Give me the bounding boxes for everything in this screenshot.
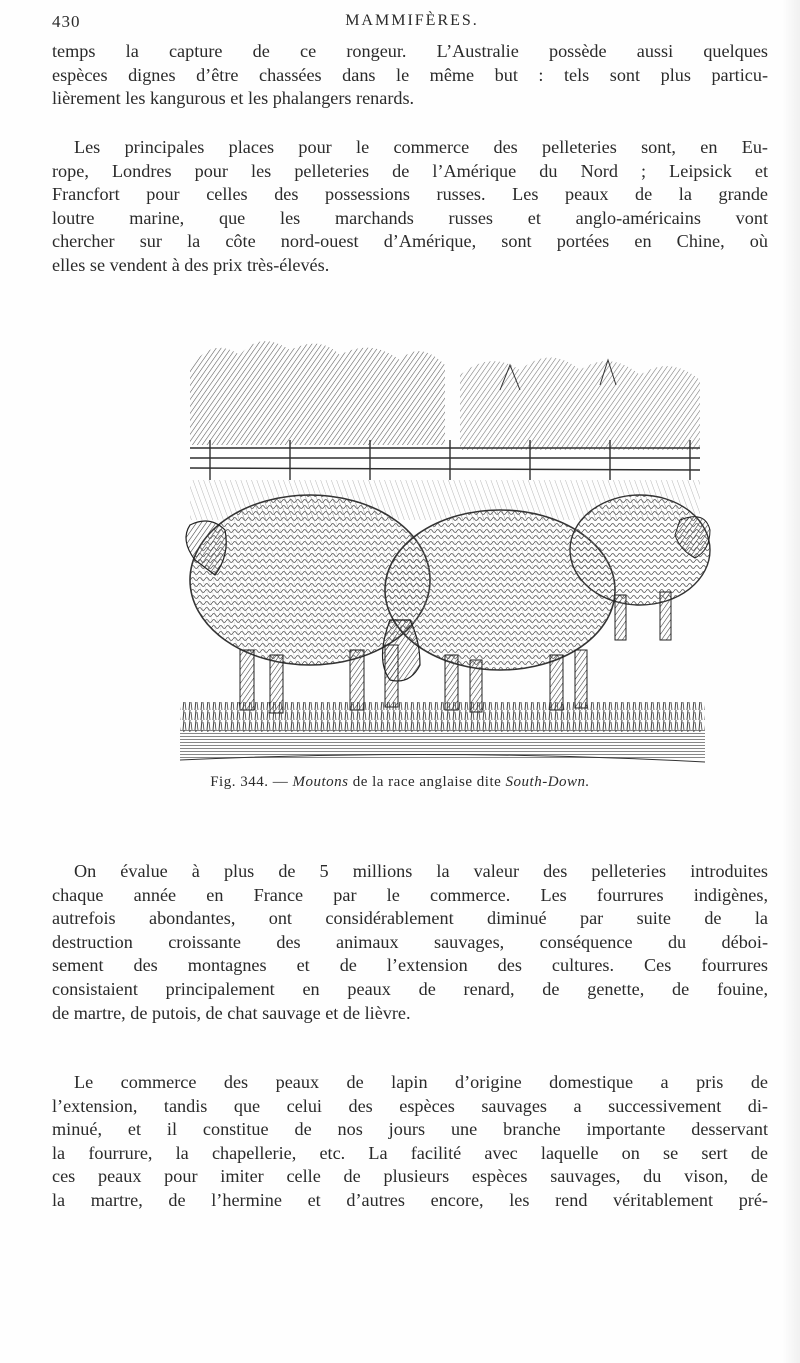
figure-label: Fig. 344. [210,774,269,790]
page-header [52,12,772,42]
text-line: ces peaux pour imiter celle de plusieurs espèces sauvages, du vison, de [52,1166,768,1187]
text-line: minué, et il constitue de nos jours une branche importante desservant [52,1119,768,1140]
page-edge-shadow [782,0,800,1363]
paragraph-4 [52,1071,768,1213]
text-line: la martre, de l’hermine et d’autres encore, les rend véritablement pré- [52,1189,768,1210]
text-line: elles se vendent à des prix très-élevés. [52,254,330,275]
page-number: 430 [52,12,81,31]
running-title: MAMMIFÈRES. [345,12,479,29]
text-line: loutre marine, que les marchands russes et anglo-américains vont [52,207,768,228]
text-line: autrefois abondantes, ont considérablement diminué par suite de la [52,908,768,929]
text-line: de martre, de putois, de chat sauvage et de lièvre. [52,1002,411,1023]
text-line: consistaient principalement en peaux de renard, de genette, de fouine, [52,978,768,999]
text-line: Les principales places pour le commerce des pelleteries sont, en Eu- [74,137,768,157]
text-line: rope, Londres pour les pelleteries de l’Amérique du Nord ; Leipsick et [52,160,768,181]
caption-dash: — [268,774,293,790]
figure-caption [0,774,800,791]
text-line: temps la capture de ce rongeur. L’Australie possède aussi quelques [52,41,768,61]
text-line: destruction croissante des animaux sauvages, conséquence du déboi- [52,931,768,952]
sheep-engraving-illustration [170,330,715,770]
paragraph-3 [52,860,768,1025]
text-line: chercher sur la côte nord-ouest d’Amérique, sont portées en Chine, où [52,231,768,252]
text-line: l’extension, tandis que celui des espèces sauvages a successivement di- [52,1095,768,1116]
text-line: la fourrure, la chapellerie, etc. La facilité avec laquelle on se sert de [52,1142,768,1163]
text-line: On évalue à plus de 5 millions la valeur des pelleteries introduites [74,861,768,881]
text-line: Le commerce des peaux de lapin d’origine domestique a pris de [74,1072,768,1092]
text-line: lièrement les kangurous et les phalangers renards. [52,88,415,109]
paragraph-1 [52,40,768,111]
caption-italic-breed: South-Down. [505,774,590,790]
text-line: sement des montagnes et de l’extension des cultures. Ces fourrures [52,955,768,976]
paragraph-2 [52,136,768,278]
caption-italic-moutons: Moutons [292,774,349,790]
text-line: chaque année en France par le commerce. Les fourrures indigènes, [52,884,768,905]
text-line: espèces dignes d’être chassées dans le même but : tels sont plus particu- [52,64,768,85]
caption-text: de la race anglaise dite [348,774,506,790]
text-line: Francfort pour celles des possessions russes. Les peaux de la grande [52,184,768,205]
